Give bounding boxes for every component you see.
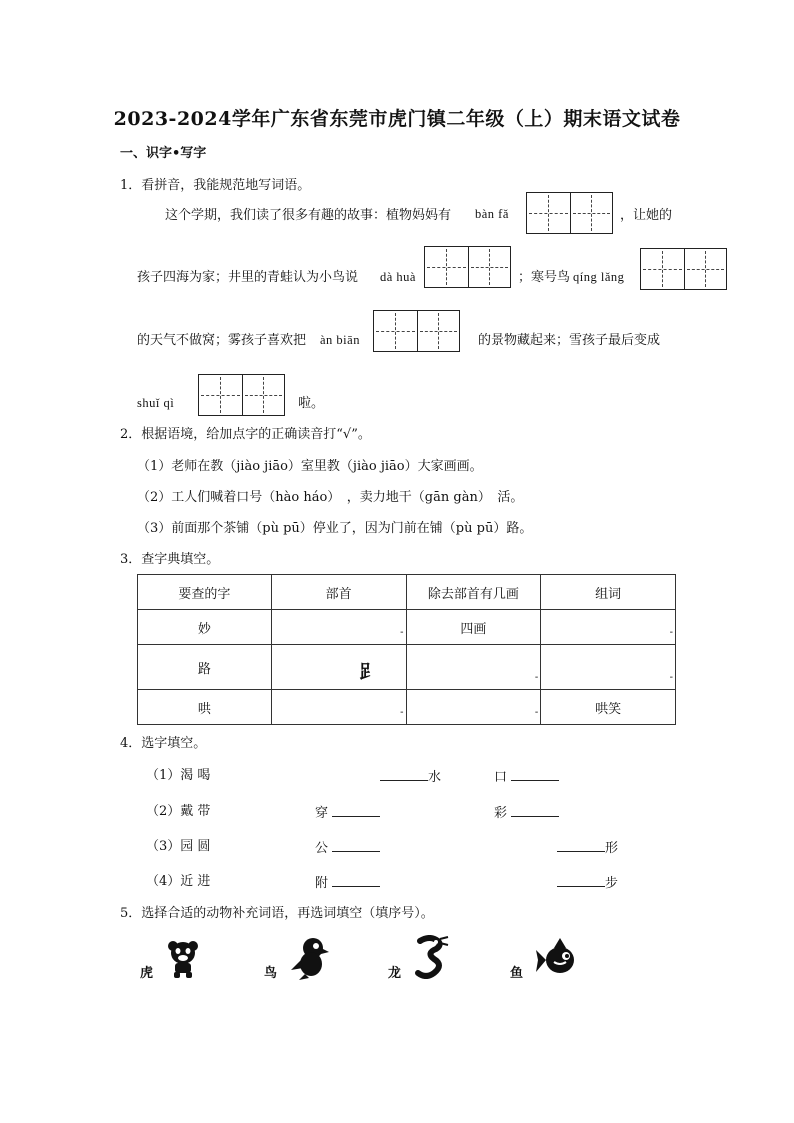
- q1-writing-grid-2[interactable]: [424, 246, 511, 288]
- q1-pinyin-2: dà huà: [380, 270, 416, 284]
- row1-radical[interactable]: [271, 610, 406, 645]
- animal-label-dragon: 龙: [388, 966, 402, 981]
- q4-item-1-b-text: 口: [494, 770, 508, 785]
- q4-item-2-a: [315, 804, 380, 822]
- q4-item-2-a-text: 穿: [315, 806, 329, 821]
- blank[interactable]: [511, 768, 559, 781]
- q1-pinyin-4: àn biān: [320, 333, 360, 347]
- q4-item-3-a: [315, 839, 380, 857]
- page-title: 2023-2024学年广东省东莞市虎门镇二年级（上）期末语文试卷: [113, 108, 681, 130]
- q2-prompt-text: 根据语境，给加点字的正确读音打“√”。: [141, 427, 371, 442]
- table-row: [138, 610, 676, 645]
- q1-line4-tail: 啦。: [298, 396, 325, 411]
- q3-prompt-text: 查字典填空。: [141, 552, 220, 567]
- q4-item-4-label: （4）近 进: [146, 874, 211, 889]
- row2-radical-glyph: 𧾷: [359, 662, 378, 683]
- q1-pinyin-5: shuǐ qì: [137, 396, 175, 410]
- row2-radical: [271, 645, 406, 690]
- q4-number: 4．: [120, 736, 142, 751]
- q1-number: 1．: [120, 178, 142, 193]
- row1-radical-dash: -: [400, 627, 404, 638]
- q1-prompt: [120, 178, 310, 194]
- q1-pinyin-1: bàn fǎ: [475, 207, 509, 221]
- q1-line2-mid: ；寒号鸟: [518, 270, 571, 285]
- q4-item-4-a-text: 附: [315, 876, 329, 891]
- q5-number: 5．: [120, 906, 142, 921]
- row2-strokes[interactable]: [406, 645, 541, 690]
- q4-item-3-b-text: 形: [605, 841, 619, 856]
- blank[interactable]: [557, 874, 605, 887]
- fish-icon: [536, 938, 578, 982]
- row2-word[interactable]: [541, 645, 676, 690]
- row1-strokes: 四画: [406, 610, 541, 645]
- dictionary-table: [137, 574, 676, 725]
- animal-label-fish: 鱼: [510, 966, 524, 981]
- q1-pinyin-3: qíng lǎng: [573, 270, 625, 284]
- animal-label-tiger: 虎: [140, 966, 154, 981]
- blank[interactable]: [332, 874, 380, 887]
- blank[interactable]: [557, 839, 605, 852]
- row3-char: 哄: [138, 690, 272, 725]
- q4-item-3-a-text: 公: [315, 841, 329, 856]
- table-header-row: [138, 575, 676, 610]
- animal-label-bird: 鸟: [264, 966, 278, 981]
- row3-word: 哄笑: [541, 690, 676, 725]
- q4-item-4-a: [315, 874, 380, 892]
- q4-item-1-b: [494, 768, 559, 786]
- q4-item-1-a-text: 水: [428, 770, 442, 785]
- q1-line3-tail: 的景物藏起来；雪孩子最后变成: [478, 333, 661, 348]
- q1-writing-grid-1[interactable]: [526, 192, 613, 234]
- q2-item-3[interactable]: （3）前面那个茶铺（pù pū）停业了，因为门前在铺（pù pū）路。: [137, 521, 533, 536]
- bird-icon: [291, 936, 329, 980]
- q4-item-1-a: [380, 768, 441, 786]
- blank[interactable]: [332, 839, 380, 852]
- q4-item-3-label: （3）园 圆: [146, 839, 211, 854]
- row1-word-dash: -: [669, 627, 673, 638]
- q4-item-4-b-text: 步: [605, 876, 619, 891]
- header-char: 要查的字: [138, 575, 272, 610]
- row3-strokes-dash: -: [534, 707, 539, 718]
- row1-char: 妙: [138, 610, 272, 645]
- table-row: [138, 645, 676, 690]
- header-strokes: 除去部首有几画: [406, 575, 541, 610]
- row1-word[interactable]: [541, 610, 676, 645]
- q3-number: 3．: [120, 552, 142, 567]
- q2-item-2[interactable]: （2）工人们喊着口号（hào háo） ，卖力地干（gān gàn） 活。: [137, 490, 524, 505]
- q2-prompt: [120, 427, 371, 443]
- tiger-icon: [165, 938, 201, 980]
- row2-strokes-dash: -: [534, 672, 539, 683]
- q1-line1-tail: ，让她的: [620, 208, 673, 223]
- q1-line3-text: 的天气不做窝；雾孩子喜欢把: [137, 333, 307, 348]
- row3-radical-dash: -: [400, 707, 404, 718]
- q4-item-3-b: [557, 839, 618, 857]
- q2-item-1[interactable]: （1）老师在教（jiào jiāo）室里教（jiào jiāo）大家画画。: [137, 459, 483, 474]
- q4-prompt: [120, 736, 206, 752]
- q1-prompt-text: 看拼音，我能规范地写词语。: [141, 178, 311, 193]
- q4-item-1-label: （1）渴 喝: [146, 768, 211, 783]
- q5-prompt: [120, 906, 434, 922]
- q4-prompt-text: 选字填空。: [141, 736, 207, 751]
- q1-line2-text: 孩子四海为家；井里的青蛙认为小鸟说: [137, 270, 359, 285]
- table-row: [138, 690, 676, 725]
- q4-item-4-b: [557, 874, 618, 892]
- dragon-icon: [412, 935, 450, 979]
- blank[interactable]: [380, 768, 428, 781]
- q1-line1-text: 这个学期，我们读了很多有趣的故事：植物妈妈有: [165, 208, 452, 223]
- q4-item-2-label: （2）戴 带: [146, 804, 211, 819]
- row3-radical[interactable]: [271, 690, 406, 725]
- blank[interactable]: [511, 804, 559, 817]
- header-radical: 部首: [271, 575, 406, 610]
- q5-prompt-text: 选择合适的动物补充词语，再选词填空（填序号）。: [141, 906, 434, 921]
- section-heading: 一、识字•写字: [120, 146, 207, 161]
- q1-writing-grid-3[interactable]: [640, 248, 727, 290]
- q2-number: 2．: [120, 427, 142, 442]
- q3-prompt: [120, 552, 219, 568]
- blank[interactable]: [332, 804, 380, 817]
- row3-strokes[interactable]: [406, 690, 541, 725]
- q1-writing-grid-5[interactable]: [198, 374, 285, 416]
- row2-char: 路: [138, 645, 272, 690]
- q4-item-2-b: [494, 804, 559, 822]
- q1-writing-grid-4[interactable]: [373, 310, 460, 352]
- q4-item-2-b-text: 彩: [494, 806, 508, 821]
- row2-word-dash: -: [669, 672, 673, 683]
- header-word: 组词: [541, 575, 676, 610]
